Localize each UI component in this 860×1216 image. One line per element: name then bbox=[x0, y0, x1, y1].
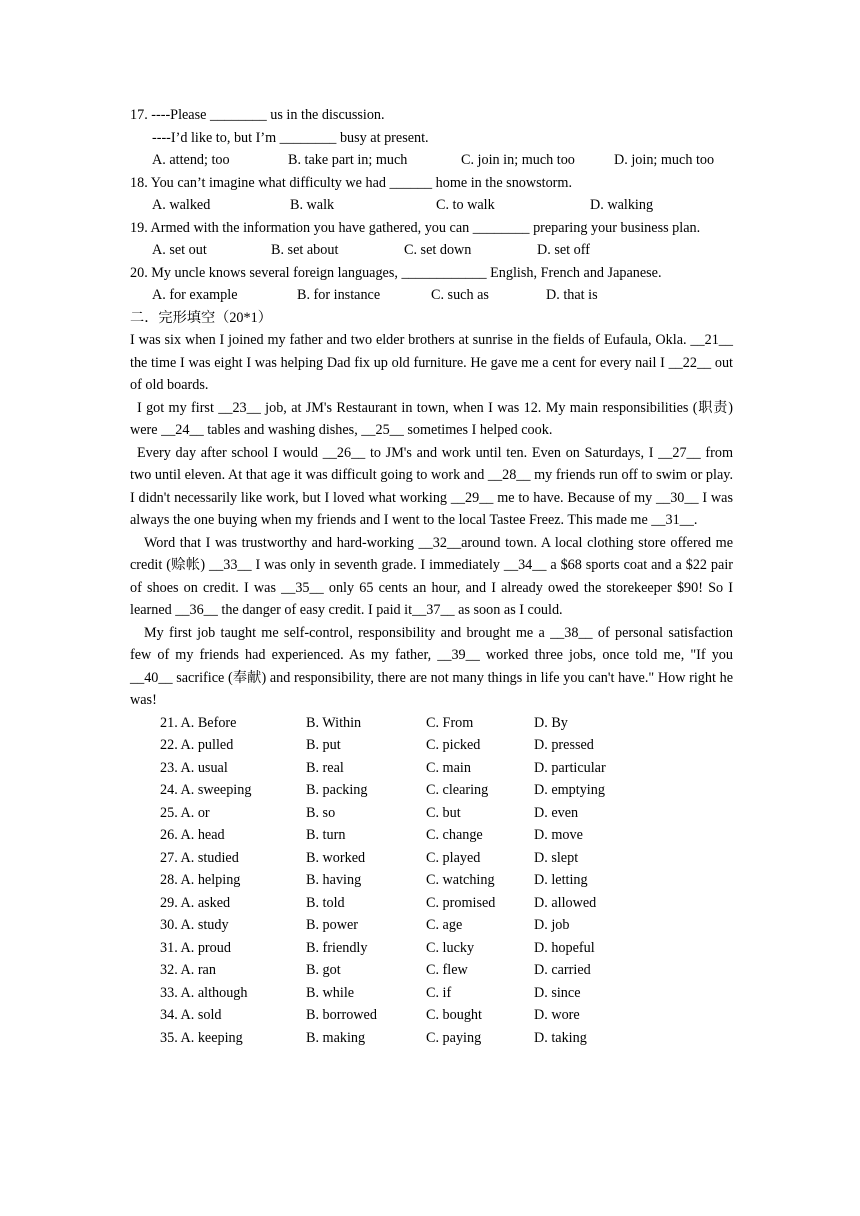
option-d: D. particular bbox=[534, 759, 606, 776]
option-a: 30. A. study bbox=[160, 917, 229, 933]
option-d: D. wore bbox=[534, 1007, 580, 1023]
option-d: D. move bbox=[534, 827, 583, 843]
option-b: B. got bbox=[306, 962, 341, 978]
option-a: A. walked bbox=[152, 197, 211, 213]
option-a: 21. A. Before bbox=[160, 714, 237, 731]
question-17-stem-line2: ----I’d like to, but I’m ________ busy at present. bbox=[152, 129, 429, 146]
option-d: D. join; much too bbox=[614, 152, 715, 168]
option-a: 25. A. or bbox=[160, 804, 210, 821]
cloze-option-row bbox=[130, 712, 733, 735]
cloze-option-row bbox=[130, 847, 733, 870]
option-b: B. walk bbox=[290, 197, 335, 213]
option-c: C. change bbox=[426, 827, 483, 843]
option-c: C. clearing bbox=[426, 782, 489, 798]
question-20-options bbox=[130, 284, 733, 307]
question-18-stem: 18. You can’t imagine what difficulty we had ______ home in the snowstorm. bbox=[130, 174, 572, 191]
cloze-option-row bbox=[130, 982, 733, 1005]
option-c: C. played bbox=[426, 849, 481, 866]
option-d: D. since bbox=[534, 984, 581, 1001]
cloze-option-row bbox=[130, 937, 733, 960]
option-b: B. while bbox=[306, 984, 355, 1001]
option-a: A. set out bbox=[152, 242, 207, 258]
cloze-option-row bbox=[130, 734, 733, 757]
option-a: 27. A. studied bbox=[160, 849, 239, 866]
question-19-options bbox=[130, 239, 733, 262]
option-d: D. allowed bbox=[534, 894, 597, 911]
cloze-options-list bbox=[130, 712, 733, 1050]
option-b: B. take part in; much bbox=[288, 152, 408, 168]
cloze-option-row bbox=[130, 802, 733, 825]
option-d: D. carried bbox=[534, 962, 591, 978]
section-heading: 二．完形填空（20*1） bbox=[130, 309, 272, 326]
option-d: D. emptying bbox=[534, 782, 605, 798]
option-d: D. By bbox=[534, 714, 568, 731]
question-19-stem: 19. Armed with the information you have gathered, you can ________ preparing your business plan. bbox=[130, 219, 701, 236]
option-b: B. power bbox=[306, 917, 359, 933]
option-d: D. taking bbox=[534, 1029, 587, 1046]
passage-paragraph-3: Every day after school I would __26__ to JM's and work until ten. Even on Saturdays, I __27__ from two until eleven. At that age it was difficult going to work and __28__ my friends run off to swim or play. I didn't necessarily like work, but I loved what working __29__ me to have. Because of my __30__ I was always the one buying when my friends and I went to the local Tastee Freez. This made me __31__. bbox=[130, 444, 733, 528]
option-a: 31. A. proud bbox=[160, 939, 231, 956]
option-d: D. slept bbox=[534, 849, 579, 866]
option-a: 33. A. although bbox=[160, 984, 248, 1001]
option-d: D. job bbox=[534, 917, 570, 933]
option-c: C. lucky bbox=[426, 939, 475, 956]
option-d: D. walking bbox=[590, 197, 654, 213]
option-c: C. From bbox=[426, 714, 474, 731]
cloze-option-row bbox=[130, 1004, 733, 1027]
option-b: B. turn bbox=[306, 827, 346, 843]
option-a: 24. A. sweeping bbox=[160, 782, 252, 798]
option-c: C. set down bbox=[404, 242, 472, 258]
option-a: 23. A. usual bbox=[160, 759, 228, 776]
option-d: D. pressed bbox=[534, 737, 594, 753]
option-d: D. that is bbox=[546, 287, 598, 303]
option-c: C. main bbox=[426, 759, 471, 776]
option-b: B. packing bbox=[306, 782, 368, 798]
option-b: B. put bbox=[306, 737, 341, 753]
question-17-stem: 17. ----Please ________ us in the discussion. bbox=[130, 107, 385, 123]
question-17-options bbox=[130, 149, 733, 172]
option-d: D. set off bbox=[537, 242, 590, 258]
cloze-option-row bbox=[130, 757, 733, 780]
exam-page bbox=[130, 104, 733, 1049]
option-a: 22. A. pulled bbox=[160, 737, 234, 753]
option-b: B. so bbox=[306, 804, 336, 821]
cloze-option-row bbox=[130, 959, 733, 982]
cloze-option-row bbox=[130, 1027, 733, 1050]
option-b: B. borrowed bbox=[306, 1007, 377, 1023]
option-b: B. friendly bbox=[306, 939, 368, 956]
passage-paragraph-5: My first job taught me self-control, responsibility and brought me a __38__ of personal satisfaction few of my friends had experienced. As my father, __39__ worked three jobs, once told me, "If you __40__ sacrifice (奉献) and responsibility, there are not many things in life you can't have." How right he was! bbox=[130, 624, 733, 708]
option-d: D. hopeful bbox=[534, 939, 595, 956]
option-a: 29. A. asked bbox=[160, 894, 231, 911]
passage-paragraph-4: Word that I was trustworthy and hard-working __32__around town. A local clothing store offered me credit (赊帐) __33__ I was only in seventh grade. I immediately __34__ a $68 sports coat and a $22 pair of shoes on credit. I was __35__ only 65 cents an hour, and I already owed the storekeeper $90! So I learned __36__ the danger of easy credit. I paid it__37__ as soon as I could. bbox=[130, 534, 733, 618]
option-c: C. but bbox=[426, 804, 461, 821]
option-b: B. set about bbox=[271, 242, 339, 258]
option-b: B. Within bbox=[306, 714, 362, 731]
option-a: 32. A. ran bbox=[160, 962, 216, 978]
cloze-option-row bbox=[130, 779, 733, 802]
option-a: 34. A. sold bbox=[160, 1007, 222, 1023]
option-a: 35. A. keeping bbox=[160, 1029, 243, 1046]
option-a: 28. A. helping bbox=[160, 872, 241, 888]
option-a: 26. A. head bbox=[160, 827, 225, 843]
passage-paragraph-2: I got my first __23__ job, at JM's Restaurant in town, when I was 12. My main responsibilities (职责) were __24__ tables and washing dishes, __25__ sometimes I helped cook. bbox=[130, 399, 733, 438]
option-b: B. told bbox=[306, 894, 345, 911]
option-d: D. letting bbox=[534, 872, 588, 888]
option-a: A. attend; too bbox=[152, 152, 230, 168]
option-c: C. age bbox=[426, 917, 463, 933]
option-a: A. for example bbox=[152, 287, 238, 303]
question-18-options bbox=[130, 194, 733, 217]
option-c: C. join in; much too bbox=[461, 152, 575, 168]
option-d: D. even bbox=[534, 804, 579, 821]
question-20-stem: 20. My uncle knows several foreign languages, ____________ English, French and Japanese. bbox=[130, 264, 662, 281]
option-c: C. watching bbox=[426, 872, 495, 888]
option-c: C. if bbox=[426, 984, 452, 1001]
cloze-option-row bbox=[130, 914, 733, 937]
option-c: C. paying bbox=[426, 1029, 482, 1046]
option-b: B. real bbox=[306, 759, 344, 776]
cloze-option-row bbox=[130, 824, 733, 847]
option-c: C. flew bbox=[426, 962, 468, 978]
cloze-option-row bbox=[130, 892, 733, 915]
option-b: B. for instance bbox=[297, 287, 381, 303]
option-b: B. making bbox=[306, 1029, 366, 1046]
option-c: C. such as bbox=[431, 287, 489, 303]
option-c: C. picked bbox=[426, 737, 481, 753]
option-b: B. worked bbox=[306, 849, 366, 866]
option-b: B. having bbox=[306, 872, 362, 888]
option-c: C. promised bbox=[426, 894, 496, 911]
passage-paragraph-1: I was six when I joined my father and two elder brothers at sunrise in the fields of Eufaula, Okla. __21__ the time I was eight I was helping Dad fix up old furniture. He gave me a cent for every nail I __22__ out of old boards. bbox=[130, 332, 733, 393]
cloze-option-row bbox=[130, 869, 733, 892]
option-c: C. bought bbox=[426, 1007, 482, 1023]
option-c: C. to walk bbox=[436, 197, 495, 213]
